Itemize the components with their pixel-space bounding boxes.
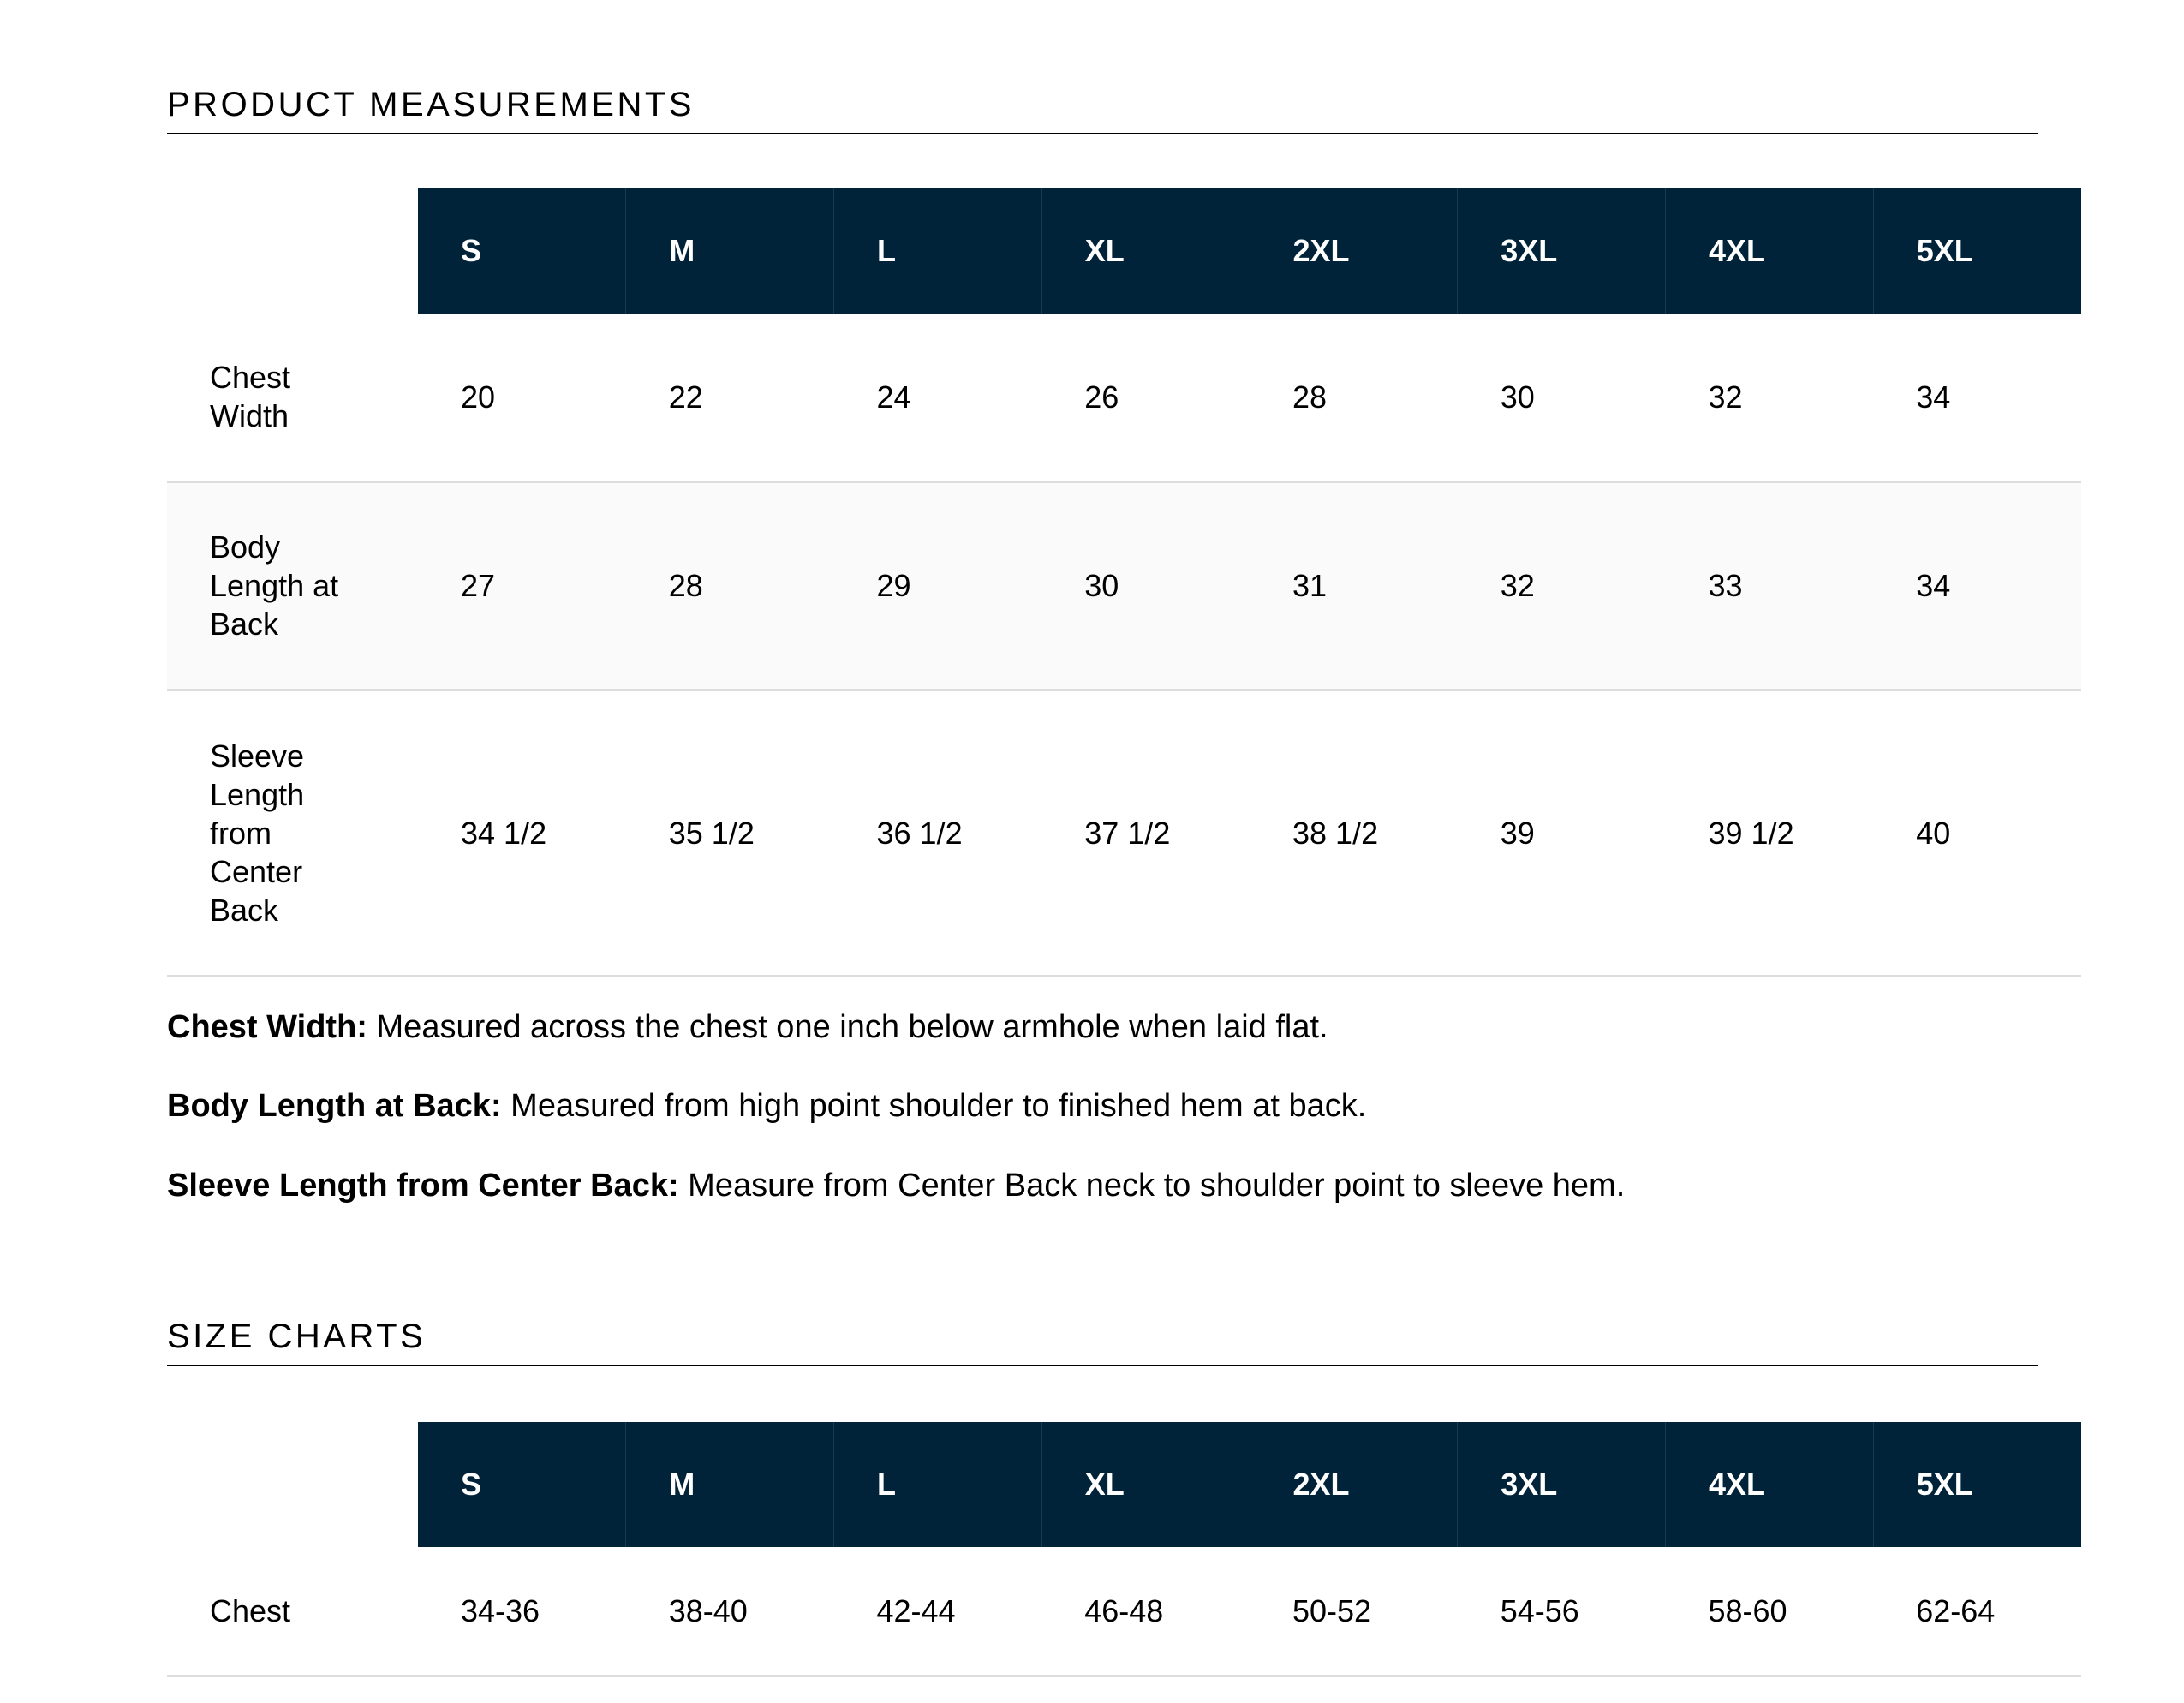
table-row (167, 1547, 2081, 1676)
row-label-line: Chest (210, 360, 291, 396)
measurements-table (167, 188, 2081, 977)
note-sleeve-length (167, 1169, 1625, 1202)
note-text: Measured across the chest one inch below armhole when laid flat. (367, 1009, 1328, 1045)
size-header-4xl: 4XL (1666, 188, 1874, 314)
table-cell: 39 1/2 (1666, 690, 1874, 976)
table-cell: 50-52 (1250, 1547, 1458, 1676)
table-cell: 32 (1458, 481, 1666, 690)
table-cell: 24 (834, 314, 1042, 481)
size-header-s: S (418, 188, 626, 314)
table-cell: 58-60 (1666, 1547, 1874, 1676)
table-cell: 26 (1041, 314, 1250, 481)
table-cell: 31 (1250, 481, 1458, 690)
row-label-line: Center (210, 853, 303, 889)
table-row (167, 314, 2081, 481)
row-label-line: Chest (210, 1592, 291, 1628)
table-cell: 40 (1873, 690, 2081, 976)
row-label-sleeve-length (167, 690, 418, 976)
size-charts-title: SIZE CHARTS (167, 1318, 427, 1355)
size-header-4xl: 4XL (1666, 1422, 1874, 1547)
table-cell: 37 1/2 (1041, 690, 1250, 976)
measurements-title: PRODUCT MEASUREMENTS (167, 86, 695, 123)
row-label-line: Back (210, 892, 279, 928)
table-cell: 39 (1458, 690, 1666, 976)
table-cell: 28 (626, 481, 834, 690)
table-cell: 28 (1250, 314, 1458, 481)
size-header-3xl: 3XL (1458, 188, 1666, 314)
table-cell: 34 (1873, 481, 2081, 690)
header-corner (167, 188, 418, 314)
row-label-line: Width (210, 398, 289, 434)
table-cell: 30 (1458, 314, 1666, 481)
row-label-line: from (210, 815, 272, 851)
size-header-s: S (418, 1422, 626, 1547)
size-header-2xl: 2XL (1250, 188, 1458, 314)
table-cell: 27 (418, 481, 626, 690)
size-charts-rule (167, 1365, 2038, 1366)
note-text: Measured from high point shoulder to finished hem at back. (501, 1088, 1367, 1124)
row-label-line: Back (210, 607, 279, 642)
table-row (167, 690, 2081, 976)
table-row (167, 481, 2081, 690)
table-cell: 36 1/2 (834, 690, 1042, 976)
header-corner (167, 1422, 418, 1547)
note-body-length (167, 1090, 1366, 1122)
size-header-xl: XL (1041, 1422, 1250, 1547)
table-cell: 34 (1873, 314, 2081, 481)
table-cell: 34-36 (418, 1547, 626, 1676)
table-cell: 33 (1666, 481, 1874, 690)
table-cell: 22 (626, 314, 834, 481)
row-label-chest-width (167, 314, 418, 481)
row-label-line: Sleeve (210, 738, 305, 774)
size-header-3xl: 3XL (1458, 1422, 1666, 1547)
row-label-line: Length (210, 776, 305, 812)
row-label-chest (167, 1547, 418, 1676)
note-term: Chest Width: (167, 1009, 367, 1045)
table-cell: 46-48 (1041, 1547, 1250, 1676)
note-term: Sleeve Length from Center Back: (167, 1168, 679, 1204)
size-charts-header-row (167, 1422, 2081, 1547)
table-cell: 32 (1666, 314, 1874, 481)
note-term: Body Length at Back: (167, 1088, 502, 1124)
row-label-line: Body (210, 529, 281, 565)
table-cell: 29 (834, 481, 1042, 690)
note-chest-width (167, 1011, 1328, 1043)
table-cell: 35 1/2 (626, 690, 834, 976)
measurements-header-row (167, 188, 2081, 314)
table-cell: 38 1/2 (1250, 690, 1458, 976)
table-cell: 30 (1041, 481, 1250, 690)
table-cell: 54-56 (1458, 1547, 1666, 1676)
measurements-rule (167, 133, 2038, 134)
size-header-m: M (626, 1422, 834, 1547)
row-label-body-length (167, 481, 418, 690)
size-header-xl: XL (1041, 188, 1250, 314)
table-cell: 20 (418, 314, 626, 481)
table-cell: 62-64 (1873, 1547, 2081, 1676)
note-text: Measure from Center Back neck to shoulder point to sleeve hem. (678, 1168, 1626, 1204)
row-label-line: Length at (210, 568, 339, 603)
table-cell: 34 1/2 (418, 690, 626, 976)
size-header-l: L (834, 1422, 1042, 1547)
table-cell: 38-40 (626, 1547, 834, 1676)
size-charts-table (167, 1422, 2081, 1677)
size-header-5xl: 5XL (1873, 1422, 2081, 1547)
size-header-5xl: 5XL (1873, 188, 2081, 314)
size-header-m: M (626, 188, 834, 314)
size-header-2xl: 2XL (1250, 1422, 1458, 1547)
size-header-l: L (834, 188, 1042, 314)
table-cell: 42-44 (834, 1547, 1042, 1676)
